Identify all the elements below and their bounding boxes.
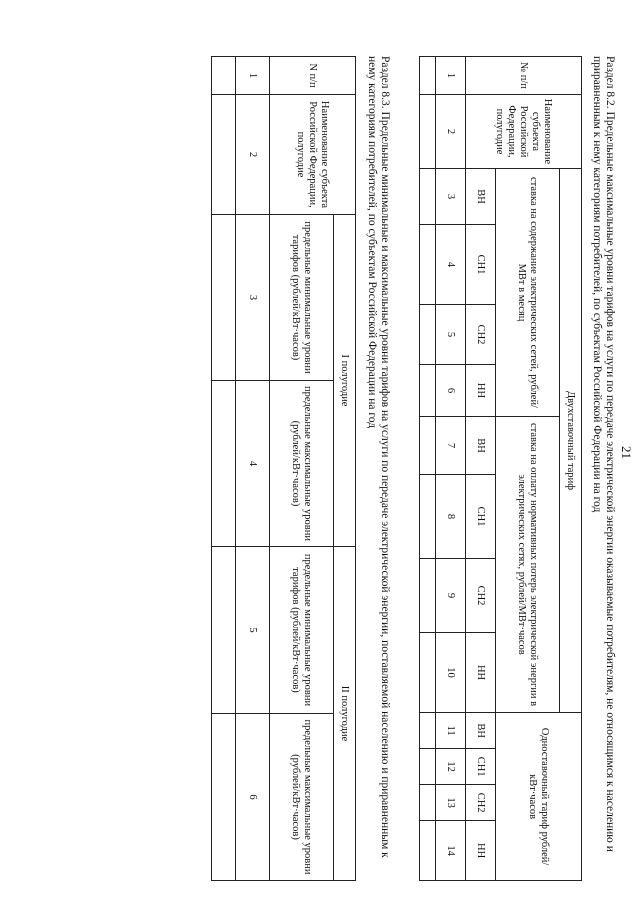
level-header: НН — [466, 633, 496, 713]
min-levels-header: предельные минимальные уровни тарифов (рублей/кВт·часов) — [270, 215, 334, 381]
column-number: 4 — [436, 225, 466, 305]
level-header: СН2 — [466, 785, 496, 821]
level-header: НН — [466, 821, 496, 881]
level-header: СН1 — [466, 225, 496, 305]
empty-cell — [420, 417, 436, 475]
level-header: СН1 — [466, 475, 496, 559]
empty-cell — [420, 169, 436, 225]
column-number: 1 — [236, 57, 270, 95]
column-number: 6 — [436, 365, 466, 417]
level-header: ВН — [466, 417, 496, 475]
column-number: 11 — [436, 713, 466, 749]
empty-cell — [212, 714, 236, 881]
one-rate-header: Одноставочный тариф рублей/кВт·часов — [496, 713, 582, 881]
max-levels-header: предельные максимальные уровни (рублей/кВт·часов) — [270, 714, 334, 881]
page-number: 21 — [619, 446, 634, 459]
empty-cell — [420, 365, 436, 417]
losses-rate-header: ставка на оплату нормативных потерь электрической энергии в электрических сетях, рублей/МВт·часов — [496, 417, 560, 713]
column-number: 14 — [436, 821, 466, 881]
level-header: СН1 — [466, 749, 496, 785]
two-rate-header: Двухставочный тариф — [560, 169, 582, 713]
min-levels-header: предельные минимальные уровни тарифов (рублей/кВт·часов) — [270, 547, 334, 714]
section-8-3-heading: Раздел 8.3. Предельные минимальные и максимальные уровни тарифов на услуги по передаче электрической энергии, поставляемой населению и приравненным к нему категориям потребителей, по субъектам Российской Федерации на год — [366, 56, 391, 858]
empty-cell — [212, 95, 236, 215]
level-header: ВН — [466, 713, 496, 749]
column-number: 5 — [436, 305, 466, 365]
empty-cell — [420, 821, 436, 881]
level-header: СН2 — [466, 305, 496, 365]
empty-cell — [420, 713, 436, 749]
column-number: 1 — [436, 57, 466, 95]
section-8-3-table — [211, 56, 356, 881]
empty-cell — [420, 559, 436, 633]
max-levels-header: предельные максимальные уровни (рублей/кВт·часов) — [270, 381, 334, 547]
empty-cell — [420, 475, 436, 559]
column-number: 5 — [236, 547, 270, 714]
empty-cell — [212, 547, 236, 714]
column-number: 2 — [236, 95, 270, 215]
column-number: 9 — [436, 559, 466, 633]
column-number: 3 — [236, 215, 270, 381]
column-number: 8 — [436, 475, 466, 559]
second-half-header: II полугодие — [334, 547, 356, 881]
empty-cell — [420, 95, 436, 169]
empty-cell — [212, 381, 236, 547]
empty-cell — [420, 225, 436, 305]
empty-cell — [212, 215, 236, 381]
column-number: 12 — [436, 749, 466, 785]
empty-cell — [420, 57, 436, 95]
column-number: 3 — [436, 169, 466, 225]
column-number: 10 — [436, 633, 466, 713]
empty-cell — [420, 633, 436, 713]
empty-cell — [420, 749, 436, 785]
col-subject-header: Наименование субъекта Российской Федерации, полугодие — [466, 95, 582, 169]
column-number: 13 — [436, 785, 466, 821]
col-no-header: № п/п — [466, 57, 582, 95]
column-number: 2 — [436, 95, 466, 169]
level-header: НН — [466, 365, 496, 417]
empty-cell — [212, 57, 236, 95]
level-header: ВН — [466, 169, 496, 225]
maintenance-rate-header: ставка на содержание электрических сетей, рублей/МВт в месяц — [496, 169, 560, 417]
empty-cell — [420, 785, 436, 821]
first-half-header: I полугодие — [334, 215, 356, 547]
section-8-2-heading: Раздел 8.2. Предельные максимальные уровни тарифов на услуги по передаче электрической энергии оказываемые потребителям, не относящимся к населению и приравненным к нему категориям потребителей, по субъектам Российской Федерации на год — [591, 56, 616, 852]
column-number: 4 — [236, 381, 270, 547]
col-no-header: N п/п — [270, 57, 356, 95]
column-number: 6 — [236, 714, 270, 881]
empty-cell — [420, 305, 436, 365]
section-8-2-table — [419, 56, 582, 881]
column-number: 7 — [436, 417, 466, 475]
level-header: СН2 — [466, 559, 496, 633]
col-subject-header: Наименование субъекта Российской Федерации, полугодие — [270, 95, 356, 215]
